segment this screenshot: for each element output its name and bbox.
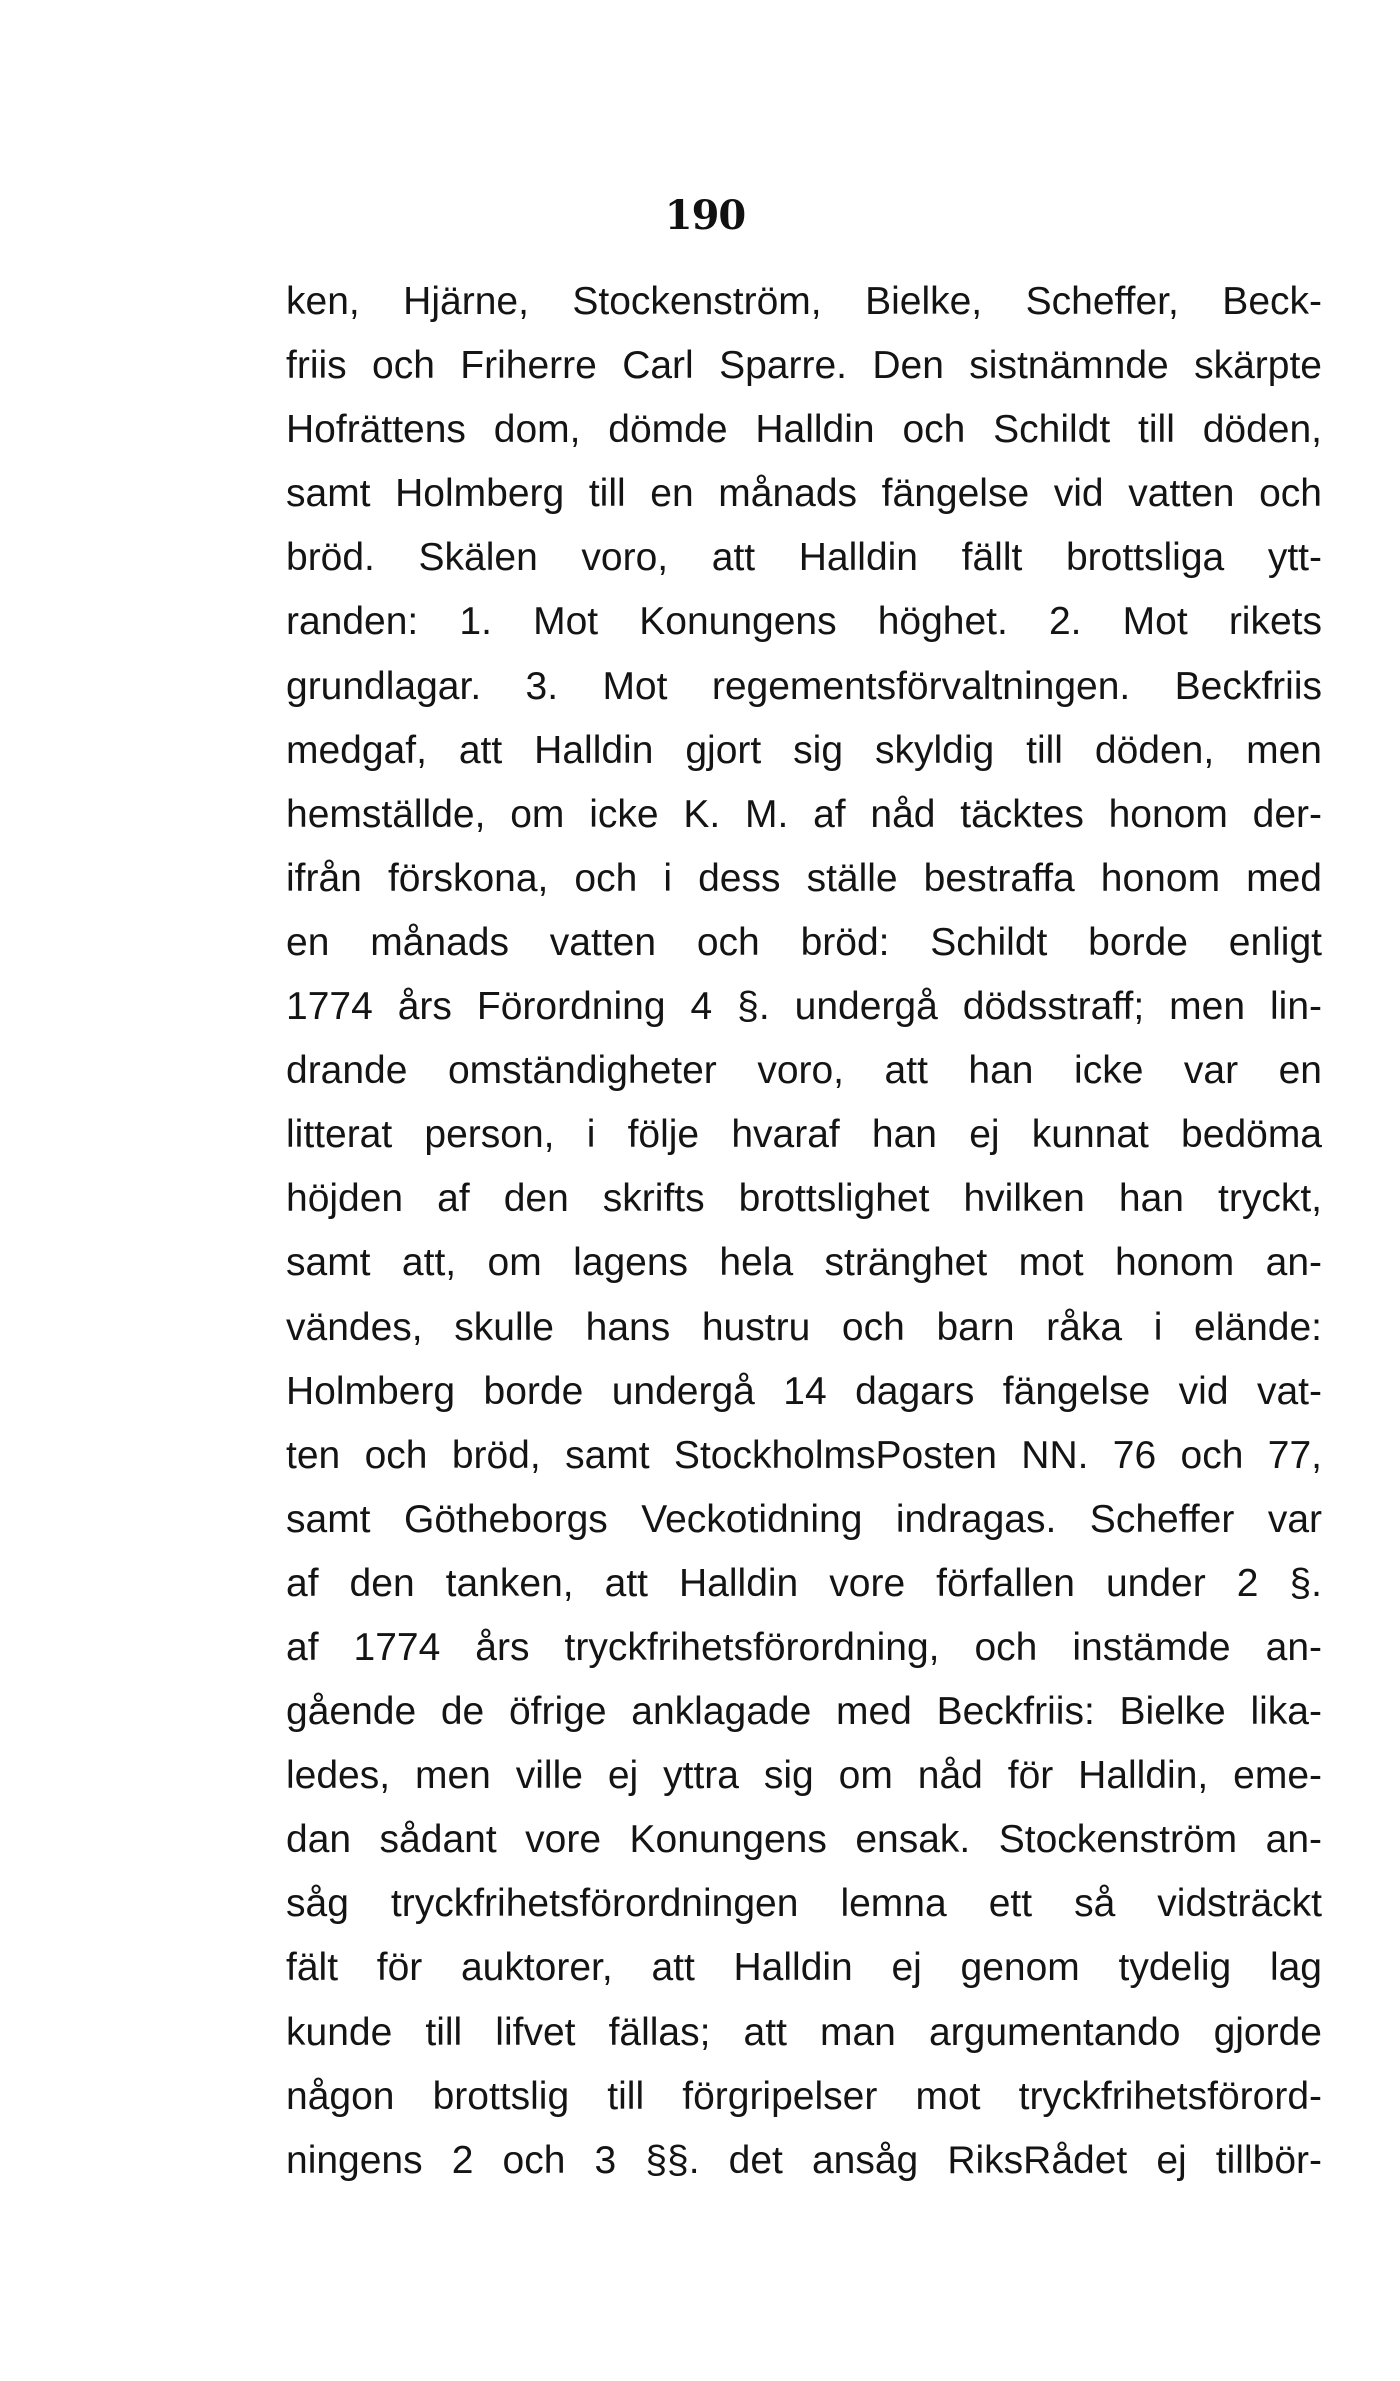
text-line: höjden af den skrifts brottslighet hvilken han tryckt,: [286, 1177, 1322, 1221]
text-line: dan sådant vore Konungens ensak. Stockenström an-: [286, 1818, 1322, 1862]
body-text: [286, 270, 1322, 2193]
text-line: litterat person, i följe hvaraf han ej kunnat bedöma: [286, 1113, 1322, 1157]
text-line: drande omständigheter voro, att han icke var en: [286, 1049, 1322, 1093]
text-line: Holmberg borde undergå 14 dagars fängelse vid vat-: [286, 1369, 1322, 1413]
text-line: ten och bröd, samt StockholmsPosten NN. 76 och 77,: [286, 1433, 1322, 1477]
text-line: samt Götheborgs Veckotidning indragas. Scheffer var: [286, 1497, 1322, 1541]
text-line: samt att, om lagens hela stränghet mot honom an-: [286, 1241, 1322, 1285]
text-line: fält för auktorer, att Halldin ej genom tydelig lag: [286, 1946, 1322, 1990]
text-line: såg tryckfrihetsförordningen lemna ett så vidsträckt: [286, 1882, 1322, 1926]
text-line: af den tanken, att Halldin vore förfallen under 2 §.: [286, 1561, 1322, 1605]
text-line: grundlagar. 3. Mot regementsförvaltningen. Beckfriis: [286, 664, 1322, 708]
text-line: ken, Hjärne, Stockenström, Bielke, Scheffer, Beck-: [286, 280, 1322, 323]
text-line: hemställde, om icke K. M. af nåd täcktes honom der-: [286, 792, 1322, 836]
text-line: 1774 års Förordning 4 §. undergå dödsstraff; men lin-: [286, 985, 1322, 1029]
text-line: af 1774 års tryckfrihetsförordning, och instämde an-: [286, 1625, 1322, 1669]
text-line: en månads vatten och bröd: Schildt borde enligt: [286, 920, 1322, 964]
text-line: ledes, men ville ej yttra sig om nåd för Halldin, eme-: [286, 1754, 1322, 1798]
text-line: vändes, skulle hans hustru och barn råka i elände:: [286, 1305, 1322, 1349]
text-line: kunde till lifvet fällas; att man argumentando gjorde: [286, 2010, 1322, 2054]
text-line: ifrån förskona, och i dess ställe bestraffa honom med: [286, 856, 1322, 900]
text-line: friis och Friherre Carl Sparre. Den sistnämnde skärpte: [286, 344, 1322, 388]
page-number: 190: [664, 192, 746, 239]
text-line: gående de öfrige anklagade med Beckfriis: Bielke lika-: [286, 1690, 1322, 1734]
text-line: samt Holmberg till en månads fängelse vid vatten och: [286, 472, 1322, 516]
text-line: medgaf, att Halldin gjort sig skyldig till döden, men: [286, 728, 1322, 772]
text-line: bröd. Skälen voro, att Halldin fällt brottsliga ytt-: [286, 536, 1322, 580]
text-line: ningens 2 och 3 §§. det ansåg RiksRådet ej tillbör-: [286, 2138, 1322, 2182]
text-line: randen: 1. Mot Konungens höghet. 2. Mot rikets: [286, 600, 1322, 644]
text-line: någon brottslig till förgripelser mot tryckfrihetsförord-: [286, 2074, 1322, 2118]
text-line: Hofrättens dom, dömde Halldin och Schildt till döden,: [286, 408, 1322, 452]
